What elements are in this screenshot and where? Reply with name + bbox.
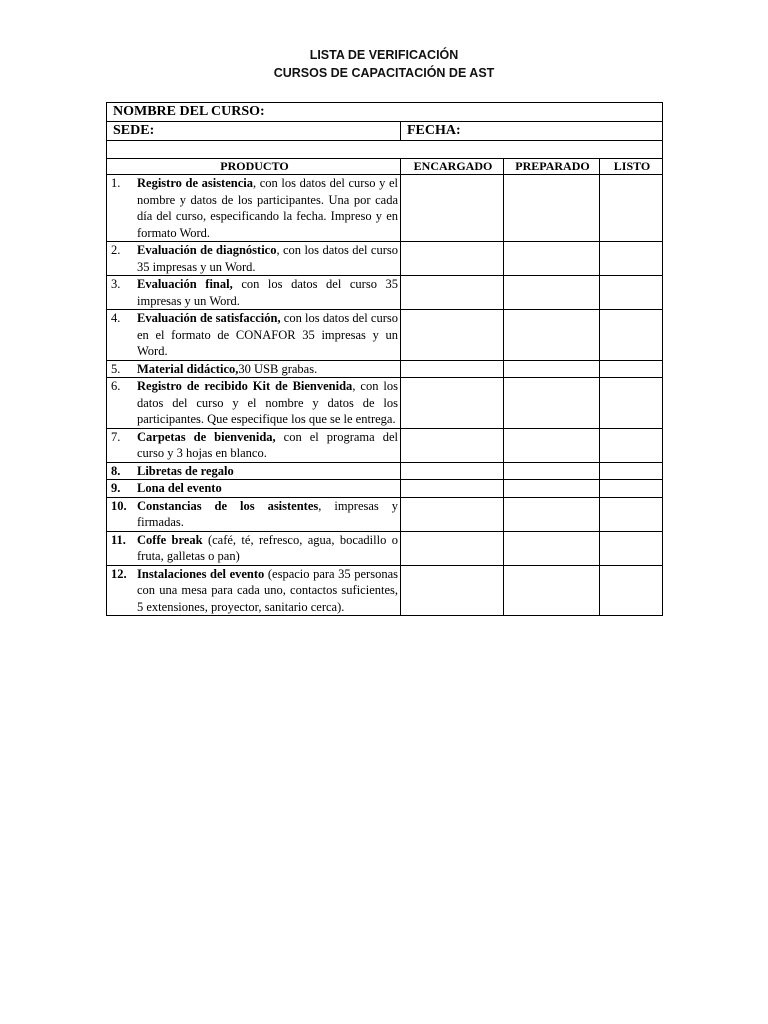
owner-cell[interactable] — [401, 497, 504, 531]
item-number: 8. — [111, 463, 121, 478]
item-text — [137, 276, 398, 309]
owner-cell[interactable] — [401, 310, 504, 361]
product-cell — [107, 242, 401, 276]
item-description: con el programa del curso y 3 hojas en blanco. — [137, 429, 398, 460]
table-row — [107, 310, 663, 361]
product-cell — [107, 378, 401, 429]
item-name: Constancias de los asistentes — [137, 498, 319, 513]
prepared-cell[interactable] — [504, 480, 600, 498]
item-description: 30 USB grabas. — [238, 361, 318, 376]
table-row — [107, 480, 663, 498]
list-item — [111, 498, 398, 531]
product-cell — [107, 565, 401, 616]
ready-cell[interactable] — [600, 378, 663, 429]
table-row — [107, 276, 663, 310]
column-header-product: PRODUCTO — [107, 159, 401, 175]
item-number: 11. — [111, 532, 126, 547]
date-label: FECHA: — [401, 122, 663, 141]
item-name: Registro de recibido Kit de Bienvenida — [137, 379, 353, 393]
item-text — [137, 310, 398, 360]
owner-cell[interactable] — [401, 276, 504, 310]
item-description: , con los datos del curso y el nombre y datos de los participantes. Que especifique los que se le entrega. — [137, 379, 398, 426]
prepared-cell[interactable] — [504, 175, 600, 242]
list-item — [111, 310, 398, 360]
checklist-table — [106, 102, 663, 616]
column-header-prepared: PREPARADO — [504, 159, 600, 175]
item-number: 7. — [111, 429, 121, 444]
item-name: Registro de asistencia — [137, 176, 253, 190]
product-cell — [107, 428, 401, 462]
item-text — [137, 242, 398, 275]
item-description: (café, té, refresco, agua, bocadillo o fruta, galletas o pan) — [137, 532, 398, 563]
product-cell — [107, 462, 401, 480]
table-row — [107, 497, 663, 531]
list-item — [111, 566, 398, 616]
owner-cell[interactable] — [401, 565, 504, 616]
table-row — [107, 565, 663, 616]
prepared-cell[interactable] — [504, 497, 600, 531]
document-subtitle: CURSOS DE CAPACITACIÓN DE AST — [273, 66, 495, 80]
ready-cell[interactable] — [600, 428, 663, 462]
course-name-row — [107, 103, 663, 122]
column-header-ready: LISTO — [600, 159, 663, 175]
owner-cell[interactable] — [401, 428, 504, 462]
table-row — [107, 378, 663, 429]
owner-cell[interactable] — [401, 242, 504, 276]
item-name: Evaluación final, — [137, 277, 233, 291]
item-text — [137, 378, 398, 428]
prepared-cell[interactable] — [504, 310, 600, 361]
owner-cell[interactable] — [401, 360, 504, 378]
list-item — [111, 361, 398, 378]
prepared-cell[interactable] — [504, 378, 600, 429]
prepared-cell[interactable] — [504, 565, 600, 616]
list-item — [111, 378, 398, 428]
list-item — [111, 242, 398, 275]
item-description: con los datos del curso en el formato de CONAFOR 35 impresas y un Word. — [137, 311, 398, 358]
item-description: , con los datos del curso y el nombre y datos de los participantes. Una por cada día del curso, especificando la fecha. Impreso y en formato Word. — [137, 176, 398, 240]
owner-cell[interactable] — [401, 175, 504, 242]
product-cell — [107, 276, 401, 310]
item-name: Lona del evento — [137, 481, 222, 495]
course-name-label: NOMBRE DEL CURSO: — [107, 103, 663, 122]
prepared-cell[interactable] — [504, 276, 600, 310]
column-header-row — [107, 159, 663, 175]
owner-cell[interactable] — [401, 480, 504, 498]
table-row — [107, 360, 663, 378]
table-row — [107, 428, 663, 462]
item-name: Libretas de regalo — [137, 463, 234, 478]
prepared-cell[interactable] — [504, 242, 600, 276]
product-cell — [107, 497, 401, 531]
table-row — [107, 242, 663, 276]
item-text — [137, 480, 398, 497]
item-description: con los datos del curso 35 impresas y un Word. — [137, 277, 399, 308]
item-description: , impresas y firmadas. — [137, 498, 398, 529]
prepared-cell[interactable] — [504, 531, 600, 565]
ready-cell[interactable] — [600, 565, 663, 616]
item-description: (espacio para 35 personas con una mesa para cada uno, contactos suficientes, 5 extensiones, proyector, sanitario cerca). — [137, 566, 398, 614]
item-name: Carpetas de bienvenida, — [137, 429, 276, 444]
list-item — [111, 175, 398, 241]
table-row — [107, 175, 663, 242]
table-row — [107, 462, 663, 480]
item-text — [137, 361, 398, 378]
document-title: LISTA DE VERIFICACIÓN — [309, 48, 459, 62]
item-text — [137, 566, 398, 616]
product-cell — [107, 175, 401, 242]
spacer-row — [107, 141, 663, 159]
product-cell — [107, 531, 401, 565]
item-text — [137, 463, 398, 480]
product-cell — [107, 310, 401, 361]
list-item — [111, 463, 398, 480]
table-row — [107, 531, 663, 565]
item-name: Coffe break — [137, 532, 203, 547]
prepared-cell[interactable] — [504, 428, 600, 462]
prepared-cell[interactable] — [504, 360, 600, 378]
ready-cell[interactable] — [600, 175, 663, 242]
product-cell — [107, 360, 401, 378]
item-number: 6. — [111, 379, 121, 393]
item-number: 5. — [111, 361, 121, 376]
venue-date-row — [107, 122, 663, 141]
item-name: Instalaciones del evento — [137, 566, 265, 581]
item-number: 10. — [111, 498, 127, 513]
ready-cell[interactable] — [600, 480, 663, 498]
ready-cell[interactable] — [600, 497, 663, 531]
list-item — [111, 480, 398, 497]
ready-cell[interactable] — [600, 360, 663, 378]
owner-cell[interactable] — [401, 378, 504, 429]
spacer-cell — [107, 141, 663, 159]
venue-label: SEDE: — [107, 122, 401, 141]
list-item — [111, 429, 398, 462]
owner-cell[interactable] — [401, 531, 504, 565]
item-number: 4. — [111, 311, 121, 325]
item-name: Evaluación de diagnóstico — [137, 243, 277, 257]
item-description: , con los datos del curso 35 impresas y un Word. — [137, 243, 398, 274]
ready-cell[interactable] — [600, 242, 663, 276]
product-cell — [107, 480, 401, 498]
item-name: Material didáctico, — [137, 361, 239, 376]
item-number: 3. — [111, 277, 121, 291]
item-name: Evaluación de satisfacción, — [137, 311, 281, 325]
ready-cell[interactable] — [600, 462, 663, 480]
item-number: 2. — [111, 243, 121, 257]
item-text — [137, 175, 398, 241]
list-item — [111, 276, 398, 309]
list-item — [111, 532, 398, 565]
item-number: 12. — [111, 566, 127, 581]
item-text — [137, 498, 398, 531]
owner-cell[interactable] — [401, 462, 504, 480]
item-number: 9. — [111, 481, 121, 495]
item-text — [137, 532, 398, 565]
ready-cell[interactable] — [600, 531, 663, 565]
ready-cell[interactable] — [600, 276, 663, 310]
item-text — [137, 429, 398, 462]
item-number: 1. — [111, 176, 121, 190]
ready-cell[interactable] — [600, 310, 663, 361]
prepared-cell[interactable] — [504, 462, 600, 480]
column-header-owner: ENCARGADO — [401, 159, 504, 175]
